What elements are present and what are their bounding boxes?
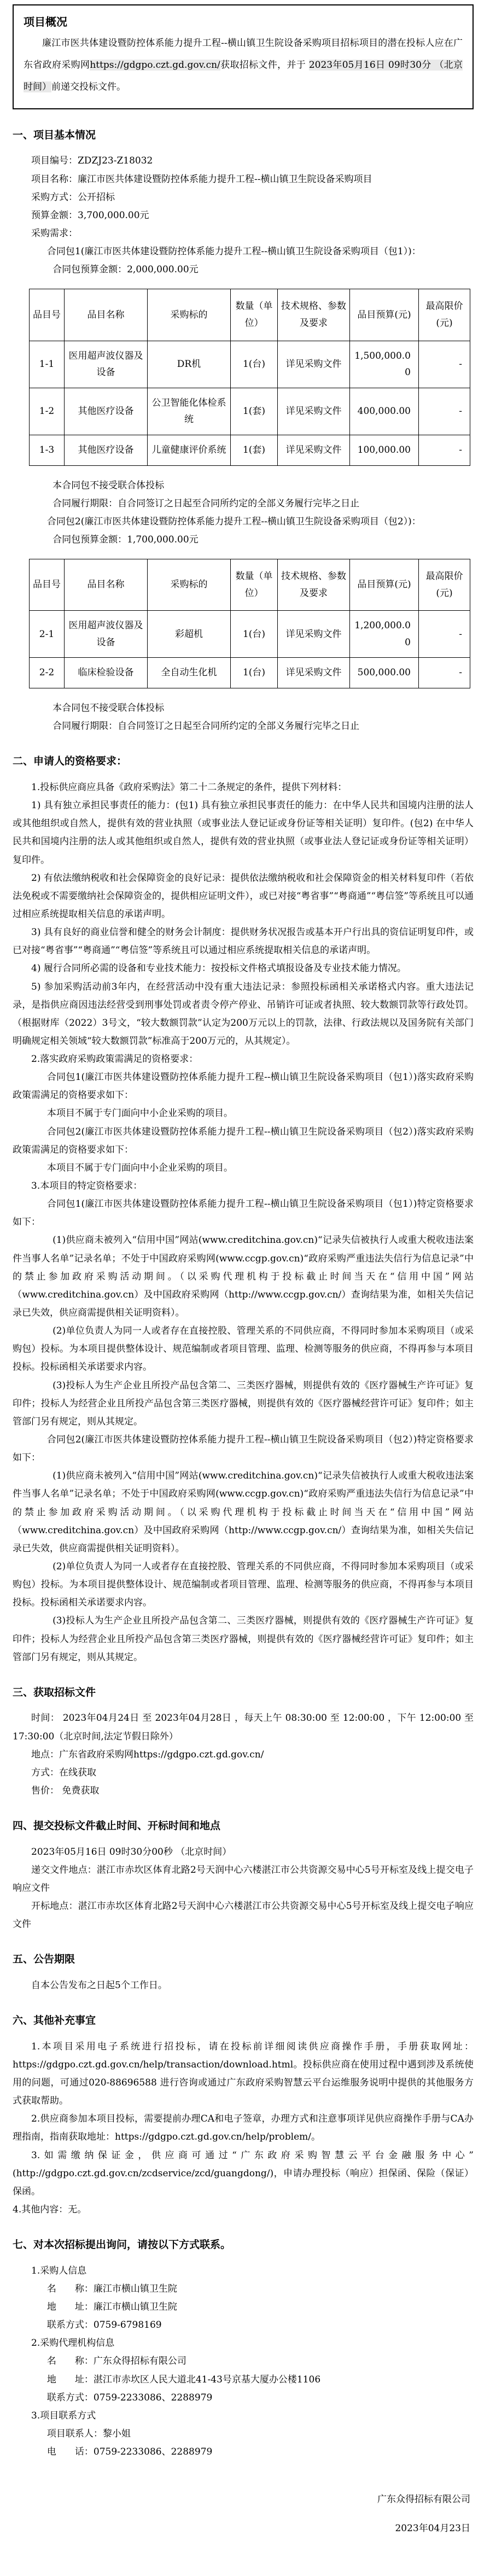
cell-spec: 详见采购文件 xyxy=(278,388,350,435)
overview-text-before-url: 廉江市医共体建设暨防控体系能力提升工程--横山镇卫生院设备采购项目招标项目的潜在投标人应在广东省政府采购网 xyxy=(24,38,463,71)
table-row xyxy=(30,658,470,688)
col-header-max-price: 最高限价(元) xyxy=(419,559,470,611)
table1-header-row xyxy=(30,289,470,341)
overview-text-mid: 获取招标文件，并于 xyxy=(220,59,306,71)
specific-requirement-pkg2-item1: (1)供应商未被列入“信用中国”网站(www.creditchina.gov.cn)“记录失信被执行人或重大税收违法案件当事人名单”记录名单；不处于中国政府采购网(www.ccgp.gov.cn)“政府采购严重违法失信行为信息记录”中的禁止参加政府采购活动期间。（以采购代理机构于投标截止时间当天在“信用中国”网站（www.creditchina.gov.cn）及中国政府采购网（http://www.ccgp.gov.cn/）查询结果为准，如相关失信记录已失效，供应商需提供相关证明资料）。 xyxy=(13,1470,474,1554)
col-header-item-no: 品目号 xyxy=(30,289,65,341)
cell-item-no: 1-1 xyxy=(30,341,65,388)
col-header-budget: 品目预算(元) xyxy=(350,289,419,341)
cell-spec: 详见采购文件 xyxy=(278,435,350,465)
col-header-quantity: 数量（单位） xyxy=(231,289,278,341)
cell-item-name: 其他医疗设备 xyxy=(65,435,148,465)
purchaser-contact-line: 联系方式：0759-6798169 xyxy=(46,2320,162,2331)
cell-max-price: - xyxy=(419,388,470,435)
col-header-subject: 采购标的 xyxy=(148,289,231,341)
cell-quantity: 1(套) xyxy=(231,388,278,435)
project-overview-box xyxy=(13,4,474,109)
supplement-item-2: 2.供应商参加本项目投标，需要提前办理CA和电子签章，办理方式和注意事项详见供应商操作手册与CA办理指南，指南获取地址：https://gdgpo.czt.gd.gov.cn/help/problem/。 xyxy=(13,2113,474,2143)
specific-requirement-pkg1: 合同包1(廉江市医共体建设暨防控体系能力提升工程--横山镇卫生院设备采购项目（包1）)特定资格要求如下： xyxy=(13,1199,474,1228)
bid-deadline-highlight: 2023年05月16日 09时30分 （北京时间） xyxy=(24,59,463,92)
cell-max-price: - xyxy=(419,435,470,465)
qualification-item-5: 5) 参加采购活动前3年内，在经营活动中没有重大违法记录：参照投标函相关承诺格式内容。重大违法记录，是指供应商因违法经营受到刑事处罚或者责令停产停业、吊销许可证或者执照、较大数额罚款等行政处罚。（根据财库（2022）3号文，“较大数额罚款”认定为200万元以上的罚款，法律、行政法规以及国务院有关部门明确规定相关领域“较大数额罚款”标准高于200万元的，从其规定）。 xyxy=(13,981,474,1047)
col-header-item-name: 品目名称 xyxy=(65,289,148,341)
specific-requirement-pkg2: 合同包2(廉江市医共体建设暨防控体系能力提升工程--横山镇卫生院设备采购项目（包2）)特定资格要求如下： xyxy=(13,1434,474,1464)
col-header-item-name: 品目名称 xyxy=(65,559,148,611)
purchaser-address-line: 地 址：廉江市横山镇卫生院 xyxy=(46,2302,177,2313)
section4-heading: 四、提交投标文件截止时间、开标时间和地点 xyxy=(13,1820,221,1832)
cell-max-price: - xyxy=(419,611,470,658)
cell-quantity: 1(台) xyxy=(231,611,278,658)
agency-name-line: 名 称：广东众得招标有限公司 xyxy=(46,2356,186,2367)
section6-heading: 六、其他补充事宜 xyxy=(13,2014,96,2027)
project-contact-heading: 3.项目联系方式 xyxy=(31,2410,96,2421)
col-header-quantity: 数量（单位） xyxy=(231,559,278,611)
submission-place-line: 递交文件地点：湛江市赤坎区体育北路2号天润中心六楼湛江市公共资源交易中心5号开标室及线上提交电子响应文件 xyxy=(13,1864,474,1894)
agency-contact-line: 联系方式：0759-2233086、2288979 xyxy=(46,2392,213,2403)
signature-date: 2023年04月23日 xyxy=(395,2523,470,2534)
supplement-item-3: 3.如需缴纳保证金，供应商可通过“广东政府采购智慧云平台金融服务中心”(http://gdgpo.czt.gd.gov.cn/zcdservice/zcd/guangdong/)，申请办理投标（响应）担保函、保险（保证）保函。 xyxy=(13,2149,474,2197)
procurement-site-url: https://gdgpo.czt.gd.gov.cn/ xyxy=(90,59,220,71)
purchaser-info-heading: 1.采购人信息 xyxy=(31,2265,87,2276)
project-contact-person-line: 项目联系人：黎小姐 xyxy=(46,2428,131,2440)
package1-items-table xyxy=(29,289,470,465)
specific-requirement-heading: 3.本项目的特定资格要求： xyxy=(31,1181,143,1192)
bid-deadline-line: 2023年05月16日 09时30分00秒 （北京时间） xyxy=(31,1846,232,1857)
overview-title: 项目概况 xyxy=(24,15,67,28)
cell-spec: 详见采购文件 xyxy=(278,658,350,688)
col-header-budget: 品目预算(元) xyxy=(350,559,419,611)
document-method-line: 方式：在线获取 xyxy=(31,1767,96,1778)
qualification-item-1: 1) 具有独立承担民事责任的能力：(包1) 具有独立承担民事责任的能力：在中华人民共和国境内注册的法人或其他组织或自然人，提供有效的营业执照（或事业法人登记证或身份证等相关证明）复印件。(包2) 在中华人民共和国境内注册的法人或其他组织或自然人，提供有效的营业执照（或事业法人登记证或身份证等相关证明）复印件。 xyxy=(13,800,474,866)
package1-contract-term-note: 合同履行期限：自合同签订之日起至合同所约定的全部义务履行完毕之日止 xyxy=(52,498,360,509)
cell-budget: 1,500,000.00 xyxy=(350,341,419,388)
table-row xyxy=(30,388,470,435)
col-header-spec: 技术规格、参数及要求 xyxy=(278,559,350,611)
cell-item-name: 其他医疗设备 xyxy=(65,388,148,435)
package2-contract-term-note: 合同履行期限：自合同签订之日起至合同所约定的全部义务履行完毕之日止 xyxy=(52,721,360,732)
cell-budget: 500,000.00 xyxy=(350,658,419,688)
section2-heading: 二、申请人的资格要求： xyxy=(13,755,127,768)
package2-budget-line: 合同包预算金额：1,700,000.00元 xyxy=(52,534,199,545)
policy-requirement-pkg1-note: 本项目不属于专门面向中小企业采购的项目。 xyxy=(46,1108,233,1119)
cell-item-name: 临床检验设备 xyxy=(65,658,148,688)
cell-item-no: 1-3 xyxy=(30,435,65,465)
document-time-line: 时间： 2023年04月24日 至 2023年04月28日 ，每天上午 08:30:00 至 12:00:00 ，下午 12:00:00 至 17:30:00（北京时间,法定节假日除外） xyxy=(13,1713,474,1742)
project-number-line: 项目编号：ZDZJ23-Z18032 xyxy=(31,155,153,167)
table-row xyxy=(30,341,470,388)
agency-address-line: 地 址：湛江市赤坎区人民大道北41-43号京基大厦办公楼1106 xyxy=(46,2374,321,2385)
cell-subject: DR机 xyxy=(148,341,231,388)
signature-agency: 广东众得招标有限公司 xyxy=(377,2494,470,2505)
specific-requirement-pkg1-item1: (1)供应商未被列入“信用中国”网站(www.creditchina.gov.cn)“记录失信被执行人或重大税收违法案件当事人名单”记录名单；不处于中国政府采购网(www.ccgp.gov.cn)“政府采购严重违法失信行为信息记录”中的禁止参加政府采购活动期间。（以采购代理机构于投标截止时间当天在“信用中国”网站（www.creditchina.gov.cn）及中国政府采购网（http://www.ccgp.gov.cn/）查询结果为准，如相关失信记录已失效，供应商需提供相关证明资料）。 xyxy=(13,1235,474,1319)
table-row xyxy=(30,435,470,465)
overview-paragraph xyxy=(24,33,463,98)
policy-requirement-heading: 2.落实政府采购政策需满足的资格要求： xyxy=(31,1054,199,1065)
cell-spec: 详见采购文件 xyxy=(278,341,350,388)
cell-quantity: 1(套) xyxy=(231,435,278,465)
cell-item-no: 2-1 xyxy=(30,611,65,658)
supplement-item-1: 1.本项目采用电子系统进行招投标，请在投标前详细阅读供应商操作手册，手册获取网址：https://gdgpo.czt.gd.gov.cn/help/transaction/download.html。投标供应商在使用过程中遇到涉及系统使用的问题，可通过020-88696588 进行咨询或通过广东政府采购智慧云平台运维服务说明中提供的其他服务方式获取帮助。 xyxy=(13,2041,474,2107)
package1-title-line: 合同包1(廉江市医共体建设暨防控体系能力提升工程--横山镇卫生院设备采购项目（包1）)： xyxy=(46,246,421,258)
package2-items-table xyxy=(29,559,470,688)
policy-requirement-pkg1: 合同包1(廉江市医共体建设暨防控体系能力提升工程--横山镇卫生院设备采购项目（包1）)落实政府采购政策需满足的资格要求如下： xyxy=(13,1072,474,1101)
document-price-line: 售价： 免费获取 xyxy=(31,1785,100,1796)
col-header-item-no: 品目号 xyxy=(30,559,65,611)
specific-requirement-pkg2-item3: (3)投标人为生产企业且所投产品包含第二、三类医疗器械，则提供有效的《医疗器械生产许可证》复印件；投标人为经营企业且所投产品包含第三类医疗器械，则提供有效的《医疗器械经营许可证》复印件；如主管部门另有规定，则从其规定。 xyxy=(13,1615,474,1663)
specific-requirement-pkg1-item3: (3)投标人为生产企业且所投产品包含第二、三类医疗器械，则提供有效的《医疗器械生产许可证》复印件；投标人为经营企业且所投产品包含第三类医疗器械，则提供有效的《医疗器械经营许可证》复印件；如主管部门另有规定，则从其规定。 xyxy=(13,1380,474,1427)
package2-title-line: 合同包2(廉江市医共体建设暨防控体系能力提升工程--横山镇卫生院设备采购项目（包2）)： xyxy=(46,516,421,527)
col-header-max-price: 最高限价(元) xyxy=(419,289,470,341)
specific-requirement-pkg2-item2: (2)单位负责人为同一人或者存在直接控股、管理关系的不同供应商，不得同时参加本采购项目（或采购包）投标。为本项目提供整体设计、规范编制或者项目管理、监理、检测等服务的供应商，不得再参与本项目投标。投标函相关承诺要求内容。 xyxy=(13,1561,474,1609)
cell-subject: 公卫智能化体检系统 xyxy=(148,388,231,435)
cell-budget: 400,000.00 xyxy=(350,388,419,435)
announcement-period-line: 自本公告发布之日起5个工作日。 xyxy=(31,1980,167,1991)
cell-subject: 儿童健康评价系统 xyxy=(148,435,231,465)
agency-info-heading: 2.采购代理机构信息 xyxy=(31,2338,115,2349)
project-contact-phone-line: 电 话：0759-2233086、2288979 xyxy=(46,2446,213,2458)
section7-heading: 七、对本次招标提出询问，请按以下方式联系。 xyxy=(13,2239,231,2251)
document-place-line: 地点：广东省政府采购网https://gdgpo.czt.gd.gov.cn/ xyxy=(31,1749,264,1760)
cell-subject: 全自动生化机 xyxy=(148,658,231,688)
policy-requirement-pkg2-note: 本项目不属于专门面向中小企业采购的项目。 xyxy=(46,1162,233,1173)
cell-subject: 彩超机 xyxy=(148,611,231,658)
package2-no-consortium-note: 本合同包不接受联合体投标 xyxy=(52,703,165,714)
qualification-item-3: 3) 具有良好的商业信誉和健全的财务会计制度：提供财务状况报告或基本开户行出具的资信证明复印件，或已对接“粤省事”“粤商通”“粤信签”等系统且可以通过相应系统提取相关信息的承诺声明。 xyxy=(13,927,474,956)
cell-item-no: 1-2 xyxy=(30,388,65,435)
opening-place-line: 开标地点：湛江市赤坎区体育北路2号天润中心六楼湛江市公共资源交易中心5号开标室及线上提交电子响应文件 xyxy=(13,1901,474,1930)
cell-spec: 详见采购文件 xyxy=(278,611,350,658)
cell-max-price: - xyxy=(419,658,470,688)
budget-amount-line: 预算金额：3,700,000.00元 xyxy=(31,209,149,221)
signature-block xyxy=(13,2485,474,2543)
overview-text-after: 前递交投标文件。 xyxy=(51,81,126,92)
col-header-spec: 技术规格、参数及要求 xyxy=(278,289,350,341)
cell-quantity: 1(台) xyxy=(231,658,278,688)
cell-max-price: - xyxy=(419,341,470,388)
qualification-item-4: 4) 履行合同所必需的设备和专业技术能力：按投标文件格式填报设备及专业技术能力情况。 xyxy=(31,963,406,974)
cell-budget: 100,000.00 xyxy=(350,435,419,465)
supplement-item-4: 4.其他内容：无。 xyxy=(13,2204,87,2216)
procurement-method-line: 采购方式：公开招标 xyxy=(31,191,115,203)
qualification-item-2: 2) 有依法缴纳税收和社会保障资金的良好记录：提供依法缴纳税收和社会保障资金的相关材料复印件（若依法免税或不需要缴纳社会保障资金的，提供相应证明文件），或已对接“粤省事”“粤商通”“粤信签”等系统且可以通过相应系统提取相关信息的承诺声明。 xyxy=(13,872,474,920)
section1-heading: 一、项目基本情况 xyxy=(13,128,96,141)
cell-item-name: 医用超声波仪器及设备 xyxy=(65,341,148,388)
cell-quantity: 1(台) xyxy=(231,341,278,388)
cell-item-name: 医用超声波仪器及设备 xyxy=(65,611,148,658)
qualification-intro: 1.投标供应商应具备《政府采购法》第二十二条规定的条件，提供下列材料： xyxy=(31,781,347,793)
table-row xyxy=(30,611,470,658)
package1-no-consortium-note: 本合同包不接受联合体投标 xyxy=(52,480,165,491)
section5-heading: 五、公告期限 xyxy=(13,1953,75,1966)
section3-heading: 三、获取招标文件 xyxy=(13,1686,96,1698)
policy-requirement-pkg2: 合同包2(廉江市医共体建设暨防控体系能力提升工程--横山镇卫生院设备采购项目（包2）)落实政府采购政策需满足的资格要求如下： xyxy=(13,1126,474,1155)
package1-budget-line: 合同包预算金额：2,000,000.00元 xyxy=(52,264,199,276)
cell-item-no: 2-2 xyxy=(30,658,65,688)
cell-budget: 1,200,000.00 xyxy=(350,611,419,658)
project-name-line: 项目名称：廉江市医共体建设暨防控体系能力提升工程--横山镇卫生院设备采购项目 xyxy=(31,173,372,185)
specific-requirement-pkg1-item2: (2)单位负责人为同一人或者存在直接控股、管理关系的不同供应商，不得同时参加本采购项目（或采购包）投标。为本项目提供整体设计、规范编制或者项目管理、监理、检测等服务的供应商，不得再参与本项目投标。投标函相关承诺要求内容。 xyxy=(13,1325,474,1373)
procurement-demand-line: 采购需求： xyxy=(31,227,78,239)
purchaser-name-line: 名 称：廉江市横山镇卫生院 xyxy=(46,2283,177,2294)
col-header-subject: 采购标的 xyxy=(148,559,231,611)
table2-header-row xyxy=(30,559,470,611)
